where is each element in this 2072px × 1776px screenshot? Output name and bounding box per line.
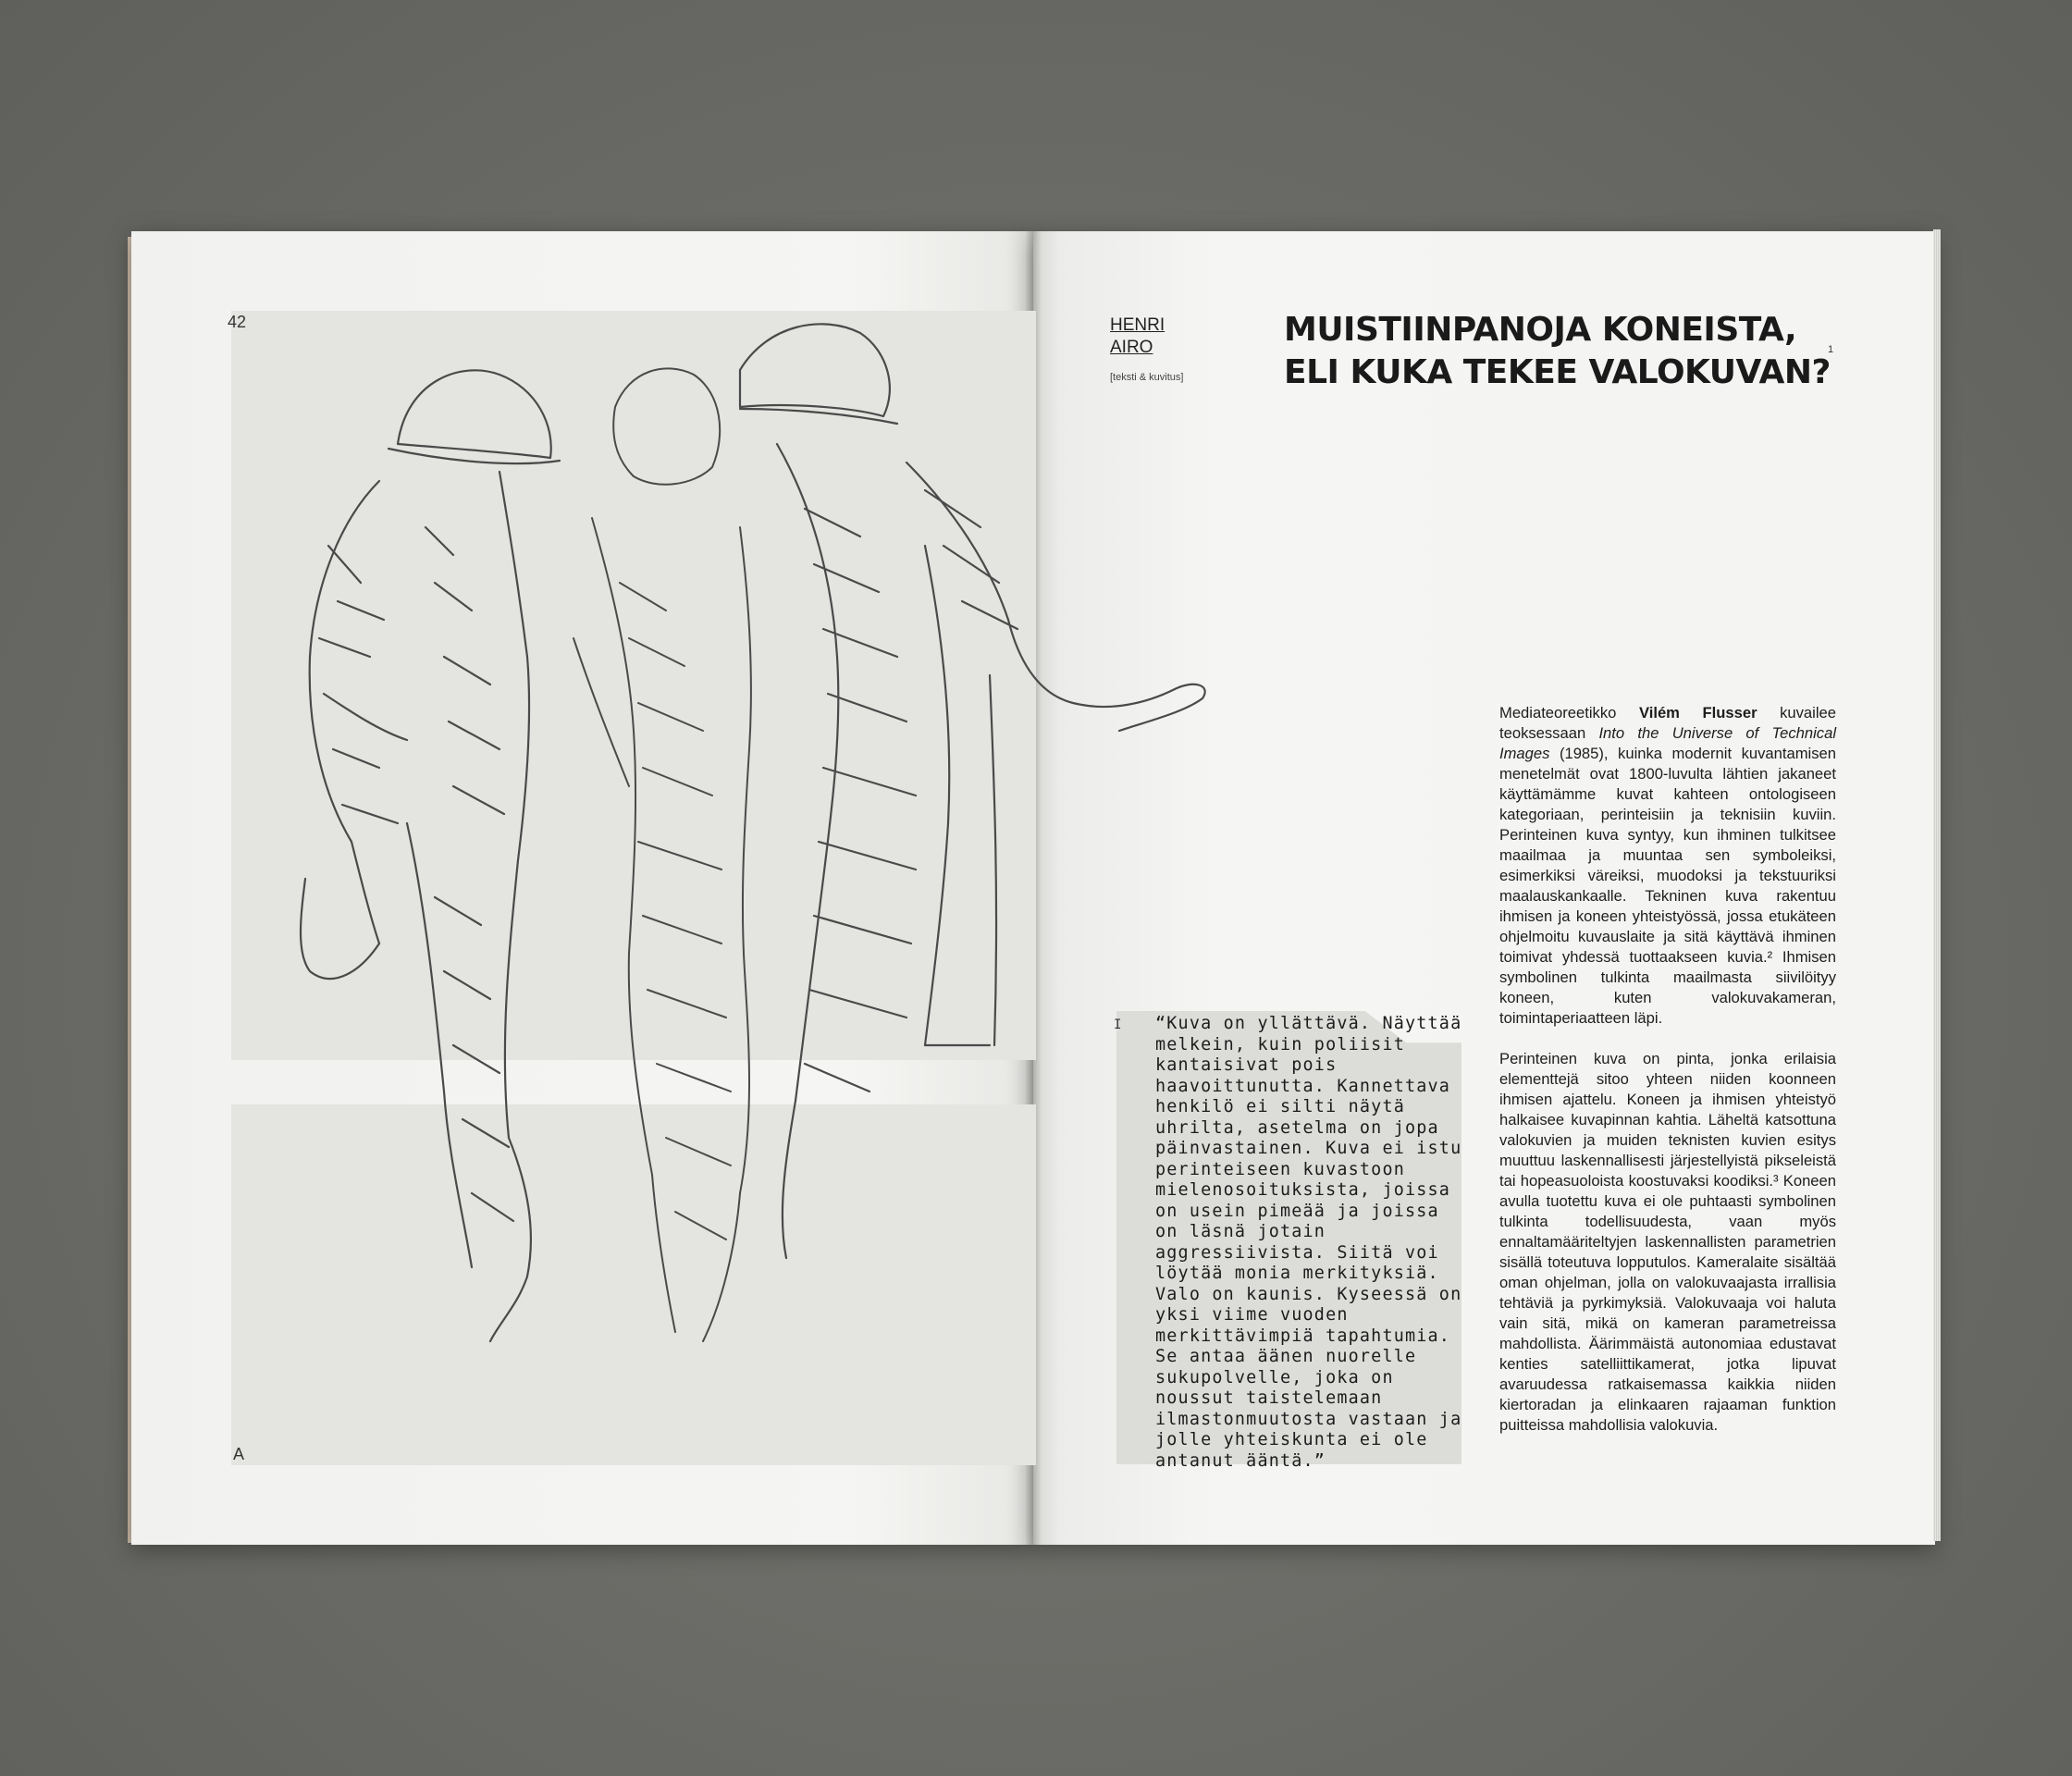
sketch-figure-left (301, 370, 560, 1341)
title-line-2: ELI KUKA TEKEE VALOKUVAN? (1284, 353, 1831, 391)
figure-label: A (233, 1445, 245, 1463)
author-first-name: HENRI (1110, 315, 1166, 335)
body-text-segment: kuvailee teoksessaan (1499, 704, 1836, 742)
page-number: 42 (228, 313, 247, 331)
title-footnote-marker: 1 (1828, 344, 1834, 355)
body-text-intro: Mediateoreetikko (1499, 704, 1639, 722)
article-title (1284, 309, 1839, 394)
author-reference: Vilém Flusser (1638, 704, 1758, 722)
pull-quote: “Kuva on yllättävä. Näyttää melkein, kuin poliisit kantaisivat pois haavoittunutta. Kannettava henkilö ei silti näytä uhrilta, asetelma on jopa päinvastainen. Kuva ei istu perinteiseen kuvastoon mielenosoituksista, joissa on usein pimeää ja joissa on läsnä jotain aggressiivista. Siitä voi löytää monia merkityksiä. Valo on kaunis. Kyseessä on yksi viime vuoden merkittävimpiä tapahtumia. Se antaa äänen nuorelle sukupolvelle, joka on noussut taistelemaan ilmastonmuutosta vastaan ja jolle yhteiskunta ei ole antanut ääntä.” (1155, 1014, 1462, 1471)
quote-marker: I (1114, 1018, 1122, 1032)
author-last-name: AIRO (1110, 338, 1153, 357)
author-role: [teksti & kuvitus] (1110, 372, 1184, 383)
author-name (1110, 314, 1165, 359)
body-text-segment: (1985), kuinka modernit kuvantamisen menetelmät ovat 1800-luvulta lähtien jakaneet käyttämämme kuvat kahteen ontologiseen kategoriaan, perinteisiin ja teknisiin kuviin. Perinteinen kuva syntyy, kun ihminen tulkitsee maailmaa ja muuntaa sen symboleiksi, esimerkiksi väreiksi, muodoksi ja tekstuuriksi maalauskankaalle. Tekninen kuva rakentuu ihmisen ja koneen yhteistyössä, jossa etukäteen ohjelmoitu kuvauslaite ja sitä käyttävä ihminen toimivat yhdessä tuottaakseen kuvia.² Ihmisen symbolinen tulkinta maailmasta siivilöityy koneen, kuten valokuvakameran, toimintaperiaatteen läpi. (1499, 745, 1836, 1027)
title-line-1: MUISTIINPANOJA KONEISTA, (1284, 311, 1797, 349)
body-text (1499, 703, 1836, 1456)
sketch-figure-middle (574, 368, 751, 1341)
page-stack-edge (1933, 229, 1941, 1541)
body-paragraph-1 (1499, 703, 1836, 1029)
body-paragraph-2: Perinteinen kuva on pinta, jonka erilaisia elementtejä sitoo yhteen niiden koonneen ihmisen ajattelu. Koneen ja ihmisen yhteistyö halkaisee kuvapinnan kahtia. Läheltä katsottuna valokuvien ja muiden teknisten kuvien esitys muuttuu laskennallisesti järjestellyistä pikseleistä tai hopeasuoloista koostuvaksi koodiksi.³ Koneen avulla tuotettu kuva ei ole puhtaasti symbolinen tulkinta todellisuudesta, vaan myös ennaltamääriteltyjen laskennallisten parametrien sisällä toteutuva lopputulos. Kameralaite sisältää oman ohjelman, jolla on valokuvaajasta irrallisia tehtäviä ja pyrkimyksiä. Valokuvaaja voi haluta vain sitä, mikä on kameran parametreissa mahdollista. Äärimmäistä autonomiaa edustavat kenties satelliittikamerat, jotka lipuvat avaruudessa ratkaisemassa kaikkia niiden kiertoradan ja elinkaaren rajaaman funktion puitteissa mahdollisia valokuvia. (1499, 1050, 1836, 1434)
book-title: Into the Universe of Technical Images (1499, 724, 1837, 762)
